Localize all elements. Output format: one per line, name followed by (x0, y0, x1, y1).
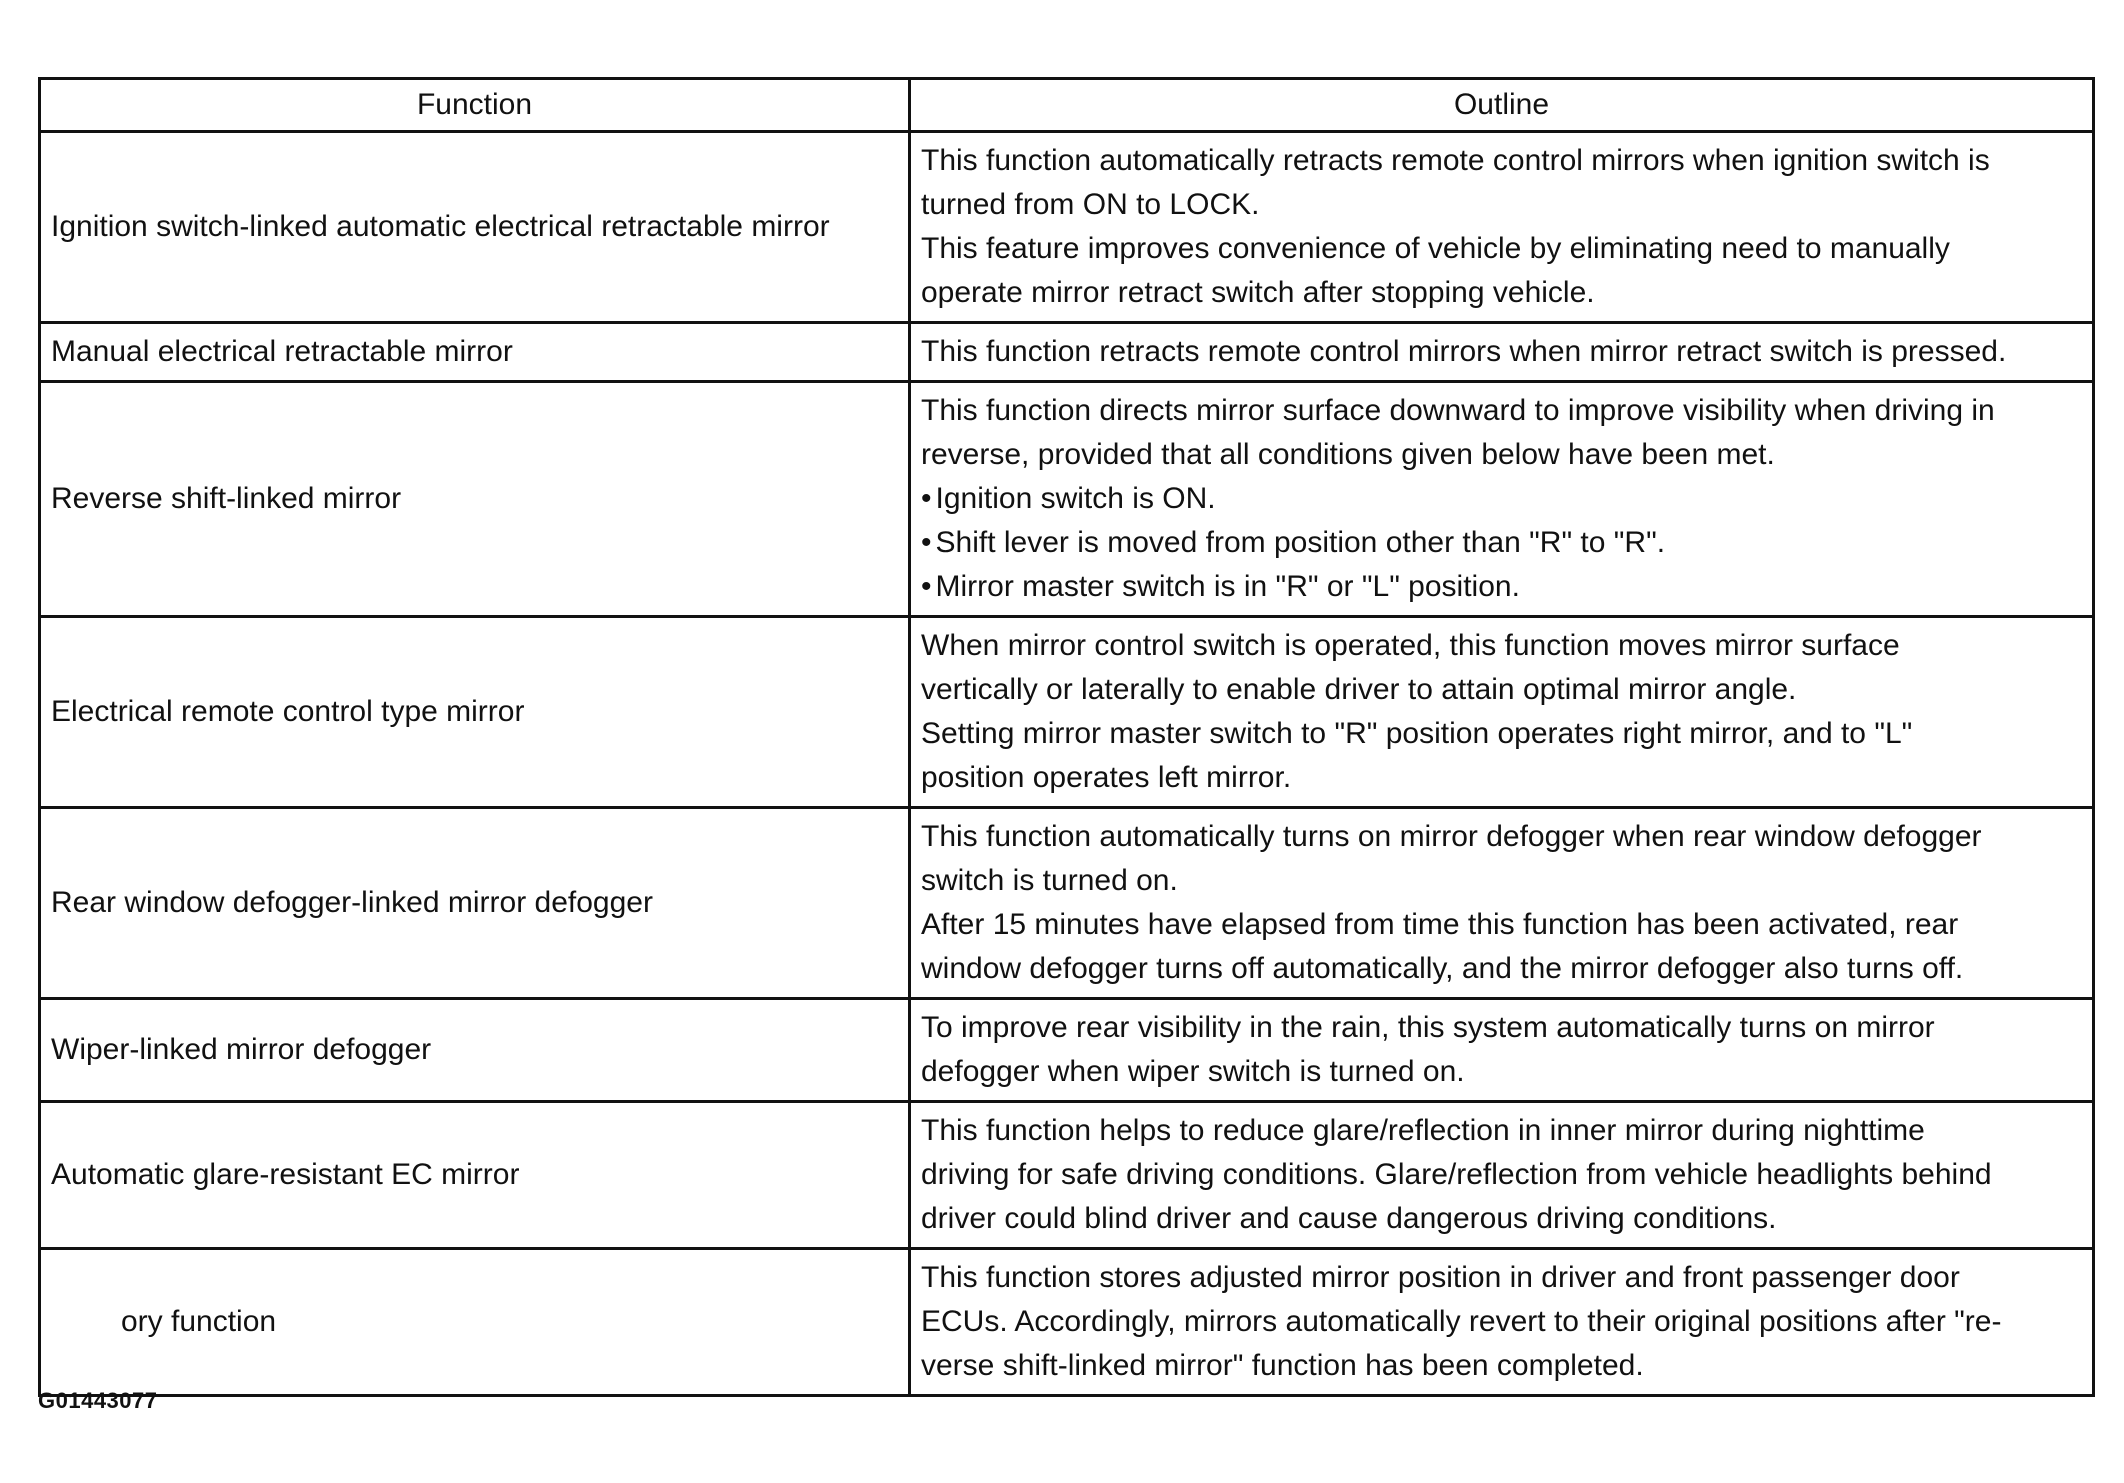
outline-line: vertically or laterally to enable driver to attain optimal mirror angle. (921, 673, 1797, 706)
outline-line: reverse, provided that all conditions given below have been met. (921, 438, 1775, 471)
outline-line: switch is turned on. (921, 864, 1178, 897)
outline-bullet: • Mirror master switch is in "R" or "L" position. (921, 565, 2082, 609)
outline-cell (910, 617, 2094, 808)
outline-line: driver could blind driver and cause dangerous driving conditions. (921, 1202, 1777, 1235)
outline-line: This function directs mirror surface downward to improve visibility when driving in (921, 394, 1995, 427)
outline-cell (910, 1102, 2094, 1249)
outline-cell (910, 1249, 2094, 1396)
function-cell: Electrical remote control type mirror (40, 617, 910, 808)
table-row (40, 808, 2094, 999)
outline-line: ECUs. Accordingly, mirrors automatically revert to their original positions after "re- (921, 1305, 2002, 1338)
table-header-row (40, 79, 2094, 132)
outline-line: This function automatically retracts remote control mirrors when ignition switch is (921, 144, 1990, 177)
outline-line: turned from ON to LOCK. (921, 188, 1260, 221)
table-row (40, 382, 2094, 617)
table-row (40, 132, 2094, 323)
outline-line: After 15 minutes have elapsed from time this function has been activated, rear (921, 908, 1959, 941)
table-row (40, 999, 2094, 1102)
table-row (40, 617, 2094, 808)
outline-line: Setting mirror master switch to "R" position operates right mirror, and to "L" (921, 717, 1913, 750)
table-row (40, 1102, 2094, 1249)
outline-line: This function retracts remote control mirrors when mirror retract switch is pressed. (921, 335, 2007, 368)
outline-bullet: • Shift lever is moved from position other than "R" to "R". (921, 521, 2082, 565)
outline-cell (910, 382, 2094, 617)
outline-line: driving for safe driving conditions. Glare/reflection from vehicle headlights behind (921, 1158, 1992, 1191)
outline-line: This feature improves convenience of vehicle by eliminating need to manually (921, 232, 1950, 265)
outline-line: position operates left mirror. (921, 761, 1292, 794)
outline-bullet: • Ignition switch is ON. (921, 477, 2082, 521)
figure-id: G01443077 (38, 1388, 158, 1413)
outline-cell (910, 132, 2094, 323)
function-cell: Rear window defogger-linked mirror defogger (40, 808, 910, 999)
outline-line: This function helps to reduce glare/reflection in inner mirror during nighttime (921, 1114, 1925, 1147)
function-cell: Reverse shift-linked mirror (40, 382, 910, 617)
mirror-function-table (38, 77, 2095, 1397)
outline-line: When mirror control switch is operated, this function moves mirror surface (921, 629, 1900, 662)
header-outline: Outline (910, 79, 2094, 132)
outline-line: This function stores adjusted mirror position in driver and front passenger door (921, 1261, 1960, 1294)
outline-cell (910, 323, 2094, 382)
function-cell: Wiper-linked mirror defogger (40, 999, 910, 1102)
outline-line: operate mirror retract switch after stopping vehicle. (921, 276, 1595, 309)
header-function: Function (40, 79, 910, 132)
function-cell: Manual electrical retractable mirror (40, 323, 910, 382)
function-cell: Ignition switch-linked automatic electrical retractable mirror (40, 132, 910, 323)
function-cell: ory function (40, 1249, 910, 1396)
outline-line: defogger when wiper switch is turned on. (921, 1055, 1465, 1088)
table-row (40, 1249, 2094, 1396)
outline-line: This function automatically turns on mirror defogger when rear window defogger (921, 820, 1982, 853)
outline-line: To improve rear visibility in the rain, this system automatically turns on mirror (921, 1011, 1935, 1044)
outline-line: verse shift-linked mirror" function has been completed. (921, 1349, 1644, 1382)
table-row (40, 323, 2094, 382)
outline-cell (910, 999, 2094, 1102)
outline-line: window defogger turns off automatically, and the mirror defogger also turns off. (921, 952, 1964, 985)
outline-cell (910, 808, 2094, 999)
function-cell: Automatic glare-resistant EC mirror (40, 1102, 910, 1249)
